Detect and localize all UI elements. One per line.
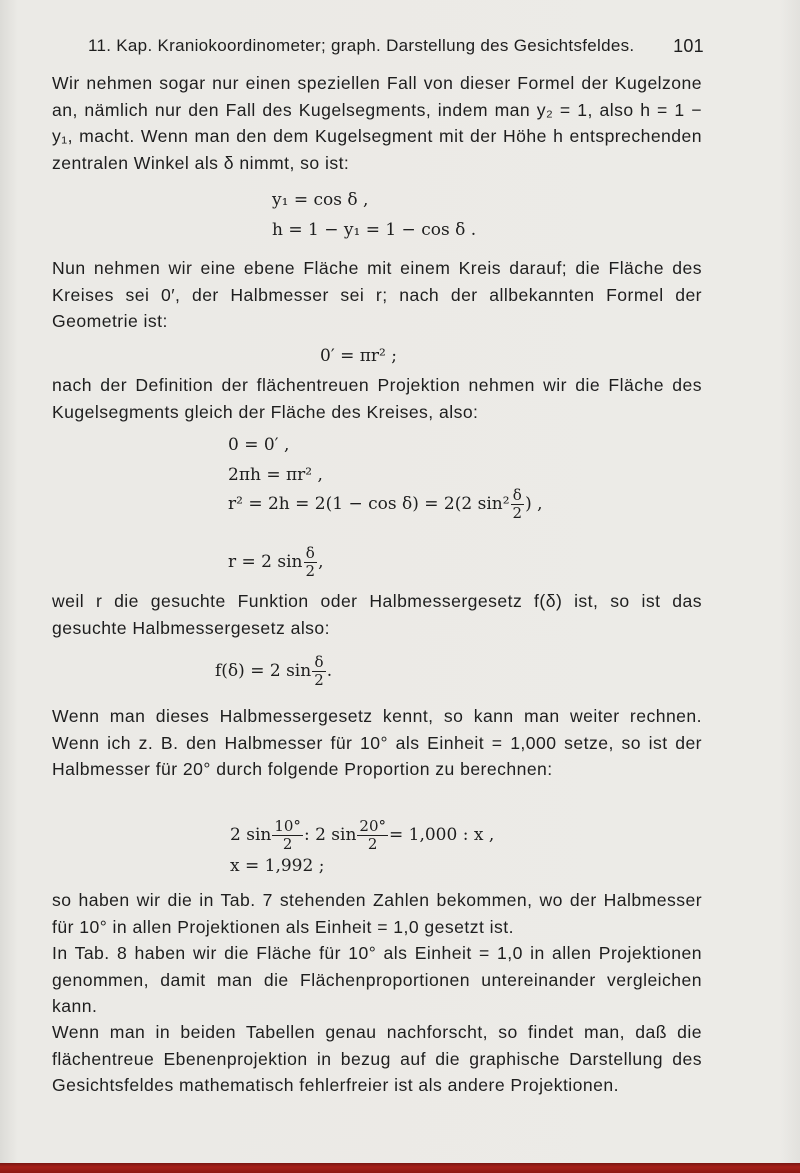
fraction-20deg-half: $\frac{20^\circ}{2}$ — [359, 817, 386, 853]
paragraph-conclusion: Wenn man in beiden Tabellen genau nachforscht, so findet man, daß die flächentreue Ebenenprojektion in bezug auf die graphische Darstellung des Gesichtsfeldes mathematisch fehlerfreier ist als andere Projektionen. — [52, 1022, 702, 1095]
fraction-delta-half: $\frac{\delta}{2}$ — [305, 544, 316, 580]
equation-r-right: , — [318, 552, 324, 572]
equation-r-squared-right: ) , — [525, 494, 543, 514]
paragraph-tab7: so haben wir die in Tab. 7 stehenden Zahlen bekommen, wo der Halbmesser für 10° in allen Projektionen als Einheit = 1,0 gesetzt ist. — [52, 890, 702, 937]
paragraph-funktion: weil r die gesuchte Funktion oder Halbmessergesetz f(δ) ist, so ist das gesuchte Halbmessergesetz also: — [52, 591, 702, 638]
page-edge-band — [0, 1163, 800, 1173]
page-number: 101 — [673, 36, 704, 56]
equation-2pih: 2πh = πr² , — [228, 465, 323, 485]
paragraph-kugelsegment: Wir nehmen sogar nur einen speziellen Fall von dieser Formel der Kugelzone an, nämlich nur den Fall des Kugelsegments, indem man y₂ = 1, also h = 1 − y₁, macht. Wenn man den dem Kugelsegment mit der Höhe h entsprechenden zentralen Winkel als δ nimmt, so ist: — [52, 73, 702, 173]
paragraph-definition: nach der Definition der flächentreuen Projektion nehmen wir die Fläche des Kugelsegments gleich der Fläche des Kreises, also: — [52, 375, 702, 422]
paragraph-weiter-rechnen: Wenn man dieses Halbmessergesetz kennt, so kann man weiter rechnen. Wenn ich z. B. den Halbmesser für 10° als Einheit = 1,000 setze, so ist der Halbmesser für 20° durch folgende Proportion zu berechnen: — [52, 706, 702, 779]
equation-proportion: 2 sin $\frac{10^\circ}{2}$ : 2 sin $\frac{20^\circ}{2}$ = 1,000 : x , — [230, 817, 495, 853]
equation-f-left: f(δ) = 2 sin — [215, 661, 312, 681]
equation-circle-area: 0′ = πr² ; — [320, 346, 397, 366]
header-title: 11. Kap. Kraniokoordinometer; graph. Darstellung des Gesichtsfeldes. — [88, 36, 635, 55]
running-header — [88, 36, 704, 62]
fraction-10deg-half: $\frac{10^\circ}{2}$ — [274, 817, 301, 853]
equation-h: h = 1 − y₁ = 1 − cos δ . — [272, 220, 477, 240]
equation-f-right: . — [326, 661, 333, 681]
paragraph-tab8: In Tab. 8 haben wir die Fläche für 10° als Einheit = 1,0 in allen Projektionen genommen, damit man die Flächenproportionen untereinander vergleichen kann. — [52, 943, 702, 1016]
equation-area-equal: 0 = 0′ , — [228, 435, 290, 455]
equation-r-left: r = 2 sin — [228, 552, 303, 572]
fraction-delta-half: $\frac{\delta}{2}$ — [314, 653, 324, 689]
fraction-delta-half: $\frac{\delta}{2}$ — [512, 486, 523, 522]
equation-halbmessergesetz — [215, 654, 332, 689]
equation-y1: y₁ = cos δ , — [272, 190, 369, 210]
paragraph-ebene-flaeche: Nun nehmen wir eine ebene Fläche mit einem Kreis darauf; die Fläche des Kreises sei 0′, der Halbmesser sei r; nach der allbekannten Formel der Geometrie ist: — [52, 258, 702, 331]
equation-r-squared-left: r² = 2h = 2(1 − cos δ) = 2(2 sin² — [228, 494, 510, 514]
equation-r-squared — [228, 487, 543, 522]
equation-r — [228, 545, 323, 580]
equation-x-result: x = 1,992 ; — [230, 856, 325, 876]
